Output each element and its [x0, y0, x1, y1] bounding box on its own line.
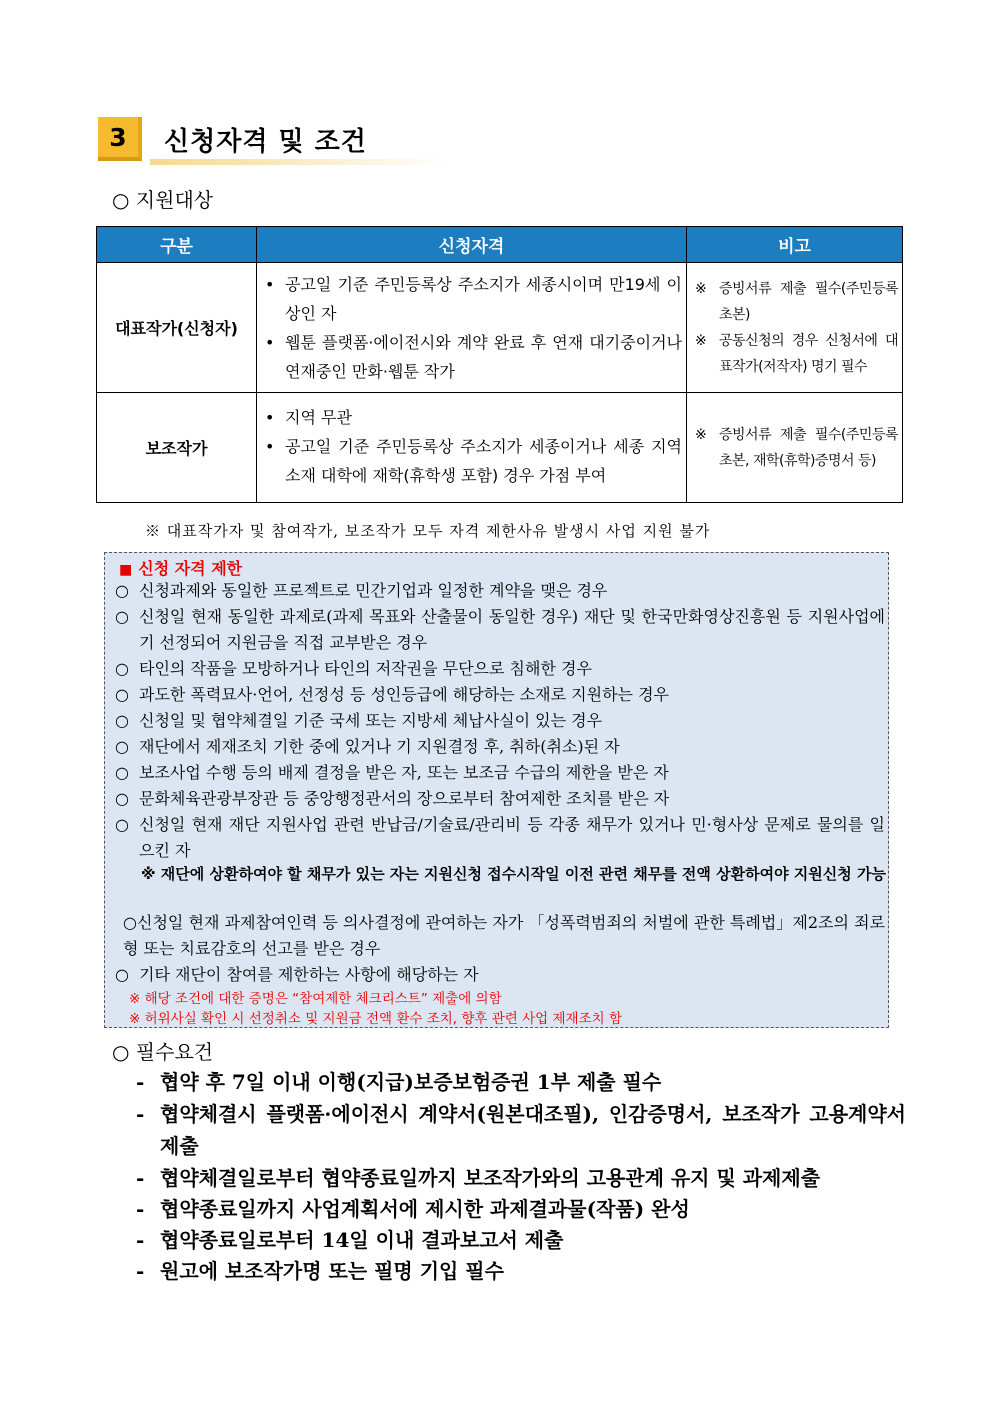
- list-item: ○ 신청일 현재 동일한 과제로(과제 목표와 산출물이 동일한 경우) 재단 및 한국만화영상진흥원 등 지원사업에 기 선정되어 지원금을 직접 교부받은 경우: [115, 607, 885, 652]
- category-cell: 대표작가(신청자): [97, 263, 257, 393]
- qualification-item: • 공고일 기준 주민등록상 주소지가 세종시이며 만19세 이상인 자: [263, 270, 682, 328]
- qualification-item: • 공고일 기준 주민등록상 주소지가 세종이거나 세종 지역 소재 대학에 재학(휴학생 포함) 경우 가점 부여: [263, 432, 682, 490]
- qualification-item: • 지역 무관: [263, 403, 682, 432]
- qualification-item: • 웹툰 플랫폼·에이전시와 계약 완료 후 연재 대기중이거나 연재중인 만화·웹툰 작가: [263, 328, 682, 386]
- list-item: ○ 기타 재단이 참여를 제한하는 사항에 해당하는 자: [115, 965, 479, 984]
- requirements-heading: ○ 필수요건: [112, 1040, 214, 1064]
- requirement-item: - 협약종료일로부터 14일 이내 결과보고서 제출: [136, 1228, 564, 1252]
- section-title: 신청자격 및 조건: [164, 127, 367, 157]
- list-item: ○ 타인의 작품을 모방하거나 타인의 저작권을 무단으로 침해한 경우: [115, 659, 592, 678]
- requirement-item: - 협약 후 7일 이내 이행(지급)보증보험증권 1부 제출 필수: [136, 1070, 662, 1094]
- section-number: 3: [98, 117, 142, 161]
- list-item: ○ 신청과제와 동일한 프로젝트로 민간기업과 일정한 계약을 맺은 경우: [115, 581, 608, 600]
- list-item: ○ 재단에서 제재조치 기한 중에 있거나 기 지원결정 후, 취하(취소)된 자: [115, 737, 620, 756]
- qualification-cell: [257, 263, 687, 393]
- qualification-table: [96, 226, 903, 503]
- table-row: [97, 393, 903, 503]
- list-item: ○신청일 현재 과제참여인력 등 의사결정에 관여하는 자가 「성폭력범죄의 처벌에 관한 특례법」제2조의 죄로 형 또는 치료감호의 선고를 받은 경우: [123, 913, 885, 958]
- table-row: [97, 263, 903, 393]
- table-note: ※ 대표작가자 및 참여작가, 보조작가 모두 자격 제한사유 발생시 사업 지원 불가: [145, 522, 711, 540]
- restriction-box: [104, 552, 889, 1028]
- remark-item: ※ 증빙서류 제출 필수(주민등록초본): [695, 276, 898, 328]
- requirement-item: - 협약종료일까지 사업계획서에 제시한 과제결과물(작품) 완성: [136, 1197, 690, 1221]
- debt-repayment-note: ※ 재단에 상환하여야 할 채무가 있는 자는 지원신청 접수시작일 이전 관련 채무를 전액 상환하여야 지원신청 가능: [141, 865, 886, 883]
- header-qualification: 신청자격: [257, 227, 687, 263]
- header-remarks: 비고: [687, 227, 903, 263]
- header-category: 구분: [97, 227, 257, 263]
- remarks-cell: [687, 263, 903, 393]
- requirement-item: - 협약체결시 플랫폼·에이전시 계약서(원본대조필), 인감증명서, 보조작가 고용계약서 제출: [136, 1102, 906, 1158]
- list-item: ○ 신청일 및 협약체결일 기준 국세 또는 지방세 체납사실이 있는 경우: [115, 711, 603, 730]
- requirement-item: - 협약체결일로부터 협약종료일까지 보조작가와의 고용관계 유지 및 과제제출: [136, 1166, 821, 1190]
- list-item: ○ 문화체육관광부장관 등 중앙행정관서의 장으로부터 참여제한 조치를 받은 자: [115, 789, 670, 808]
- false-info-note: ※ 허위사실 확인 시 선정취소 및 지원금 전액 환수 조치, 향후 관련 사업 제재조치 함: [129, 1011, 622, 1027]
- proof-note: ※ 해당 조건에 대한 증명은 “참여제한 체크리스트” 제출에 의함: [129, 991, 502, 1007]
- qualification-cell: [257, 393, 687, 503]
- requirement-item: - 원고에 보조작가명 또는 필명 기입 필수: [136, 1259, 504, 1283]
- restriction-title: ■ 신청 자격 제한: [119, 559, 243, 578]
- section-underline: [150, 159, 450, 165]
- table-header-row: [97, 227, 903, 263]
- target-heading: ○ 지원대상: [112, 188, 214, 212]
- list-item: ○ 신청일 현재 재단 지원사업 관련 반납금/기술료/관리비 등 각종 채무가 있거나 민·형사상 문제로 물의를 일으킨 자: [115, 815, 885, 860]
- category-cell: 보조작가: [97, 393, 257, 503]
- remark-item: ※ 공동신청의 경우 신청서에 대표작가(저작자) 명기 필수: [695, 328, 898, 380]
- list-item: ○ 과도한 폭력묘사·언어, 선정성 등 성인등급에 해당하는 소재로 지원하는 경우: [115, 685, 669, 704]
- remarks-cell: [687, 393, 903, 503]
- list-item: ○ 보조사업 수행 등의 배제 결정을 받은 자, 또는 보조금 수급의 제한을 받은 자: [115, 763, 669, 782]
- remark-item: ※ 증빙서류 제출 필수(주민등록초본, 재학(휴학)증명서 등): [695, 422, 898, 474]
- square-bullet-icon: ■: [119, 562, 133, 578]
- section-header: [98, 117, 450, 165]
